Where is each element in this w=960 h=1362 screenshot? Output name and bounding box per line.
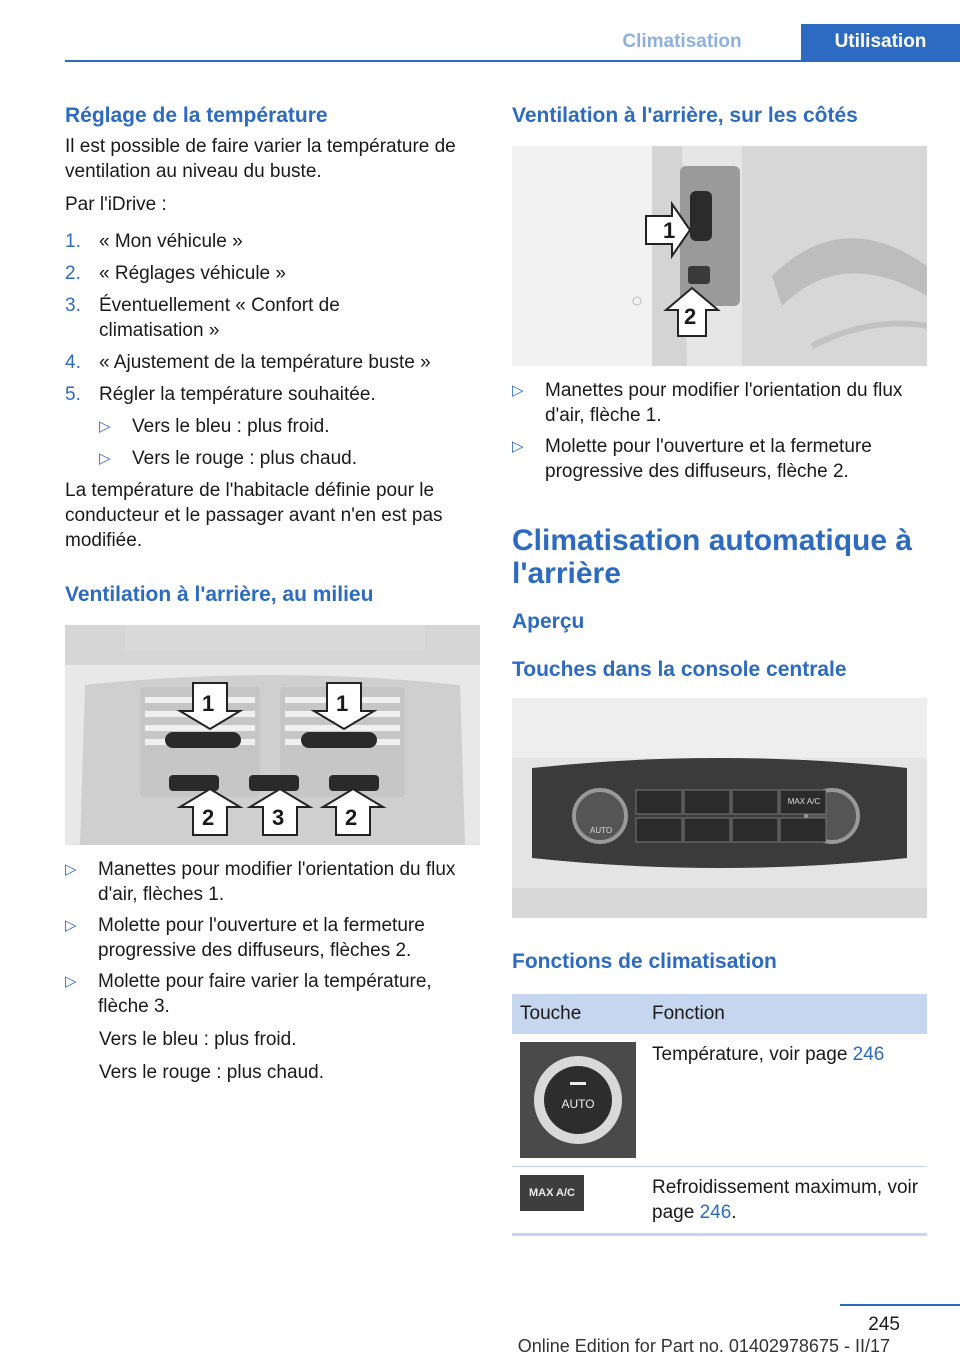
list-item: 2. « Réglages véhicule » xyxy=(65,263,286,284)
page-link[interactable]: 246 xyxy=(852,1044,885,1065)
functions-title: Fonctions de climatisation xyxy=(512,950,777,973)
rear-side-vents-photo xyxy=(512,146,927,366)
apercu-title: Aperçu xyxy=(512,610,585,633)
console-title: Touches dans la console centrale xyxy=(512,658,847,681)
temp-intro: Il est possible de faire varier la température de ventilation au niveau du buste. xyxy=(65,136,456,182)
temp-knob-image xyxy=(520,1042,636,1158)
list-item: ▷ Vers le rouge : plus chaud. xyxy=(99,448,357,469)
page-number: 245 xyxy=(868,1314,900,1335)
arrow-label: 1 xyxy=(663,218,676,243)
list-item: ▷ Molette pour faire varier la température, flèche 3. xyxy=(65,971,432,1017)
header-rule xyxy=(65,60,960,62)
list-item: ▷ Molette pour l'ouverture et la fermeture progressive des diffuseurs, flèche 2. xyxy=(512,436,872,482)
rear-middle-vents-photo xyxy=(65,625,480,845)
list-item: 1. « Mon véhicule » xyxy=(65,231,243,252)
page-link[interactable]: 246 xyxy=(699,1202,732,1223)
edition-note: Online Edition for Part no. 01402978675 - II/17 xyxy=(517,1336,890,1356)
col-fonction: Fonction xyxy=(644,994,927,1034)
mid-vent-title: Ventilation à l'arrière, au milieu xyxy=(65,583,374,606)
arrow-label: 2 xyxy=(684,304,697,329)
list-item: ▷ Manettes pour modifier l'orientation du flux d'air, flèches 1. xyxy=(65,859,456,905)
mid-extra-blue: Vers le bleu : plus froid. xyxy=(99,1029,297,1050)
footer-rule xyxy=(840,1304,960,1306)
page-header xyxy=(65,24,960,64)
side-bullets xyxy=(512,378,927,484)
bullet-triangle-icon: ▷ xyxy=(99,418,111,435)
arrow-label: 3 xyxy=(272,805,285,830)
bullet-triangle-icon: ▷ xyxy=(99,450,111,467)
temp-title: Réglage de la température xyxy=(65,104,328,127)
temp-note: La température de l'habitacle définie pour le conducteur et le passager avant n'en est pas modifiée. xyxy=(65,480,443,551)
section-tab[interactable]: Utilisation xyxy=(801,24,960,60)
table-row xyxy=(512,1034,927,1167)
console-illustration xyxy=(512,698,927,918)
auto-climate-title: Climatisation automatique à l'arrière xyxy=(512,524,913,590)
side-vent-title: Ventilation à l'arrière, sur les côtés xyxy=(512,104,858,127)
list-item: 4. « Ajustement de la température buste » xyxy=(65,352,431,373)
steps-list xyxy=(65,229,480,471)
list-item: 3. Éventuellement « Confort de climatisation » xyxy=(65,295,340,341)
console-maxac-label: MAX A/C xyxy=(787,797,821,806)
left-column xyxy=(65,100,480,1085)
table-row xyxy=(512,1167,927,1235)
col-touche: Touche xyxy=(512,994,644,1034)
bullet-triangle-icon: ▷ xyxy=(512,438,524,455)
arrow-label: 2 xyxy=(345,805,358,830)
knob-auto-label: AUTO xyxy=(561,1097,595,1111)
chapter-tab[interactable]: Climatisation xyxy=(622,31,742,52)
bullet-triangle-icon: ▷ xyxy=(65,973,77,990)
bullet-triangle-icon: ▷ xyxy=(65,917,77,934)
functions-table xyxy=(512,994,927,1236)
list-item: 5. Régler la température souhaitée. xyxy=(65,384,376,405)
arrow-label: 1 xyxy=(202,691,215,716)
table-header-row xyxy=(512,994,927,1034)
idrive-label: Par l'iDrive : xyxy=(65,194,167,215)
right-column xyxy=(512,100,927,1236)
arrow-label: 1 xyxy=(336,691,349,716)
maxac-button-cell xyxy=(512,1167,644,1235)
maxac-function-cell: Refroidissement maximum, voir page 246. xyxy=(644,1167,927,1235)
console-auto-label: AUTO xyxy=(590,826,613,835)
temp-function-cell: Température, voir page 246 xyxy=(644,1034,927,1167)
arrow-label: 2 xyxy=(202,805,215,830)
console-photo xyxy=(512,698,927,918)
maxac-button-image: MAX A/C xyxy=(520,1175,584,1211)
side-vents-illustration xyxy=(512,146,927,366)
bullet-triangle-icon: ▷ xyxy=(65,861,77,878)
list-item: ▷ Manettes pour modifier l'orientation du flux d'air, flèche 1. xyxy=(512,380,903,426)
list-item: ▷ Vers le bleu : plus froid. xyxy=(99,416,330,437)
temp-knob-cell xyxy=(512,1034,644,1167)
bullet-triangle-icon: ▷ xyxy=(512,382,524,399)
mid-bullets xyxy=(65,857,480,1085)
mid-extra-red: Vers le rouge : plus chaud. xyxy=(99,1062,324,1083)
list-item: ▷ Molette pour l'ouverture et la fermeture progressive des diffuseurs, flèches 2. xyxy=(65,915,425,961)
